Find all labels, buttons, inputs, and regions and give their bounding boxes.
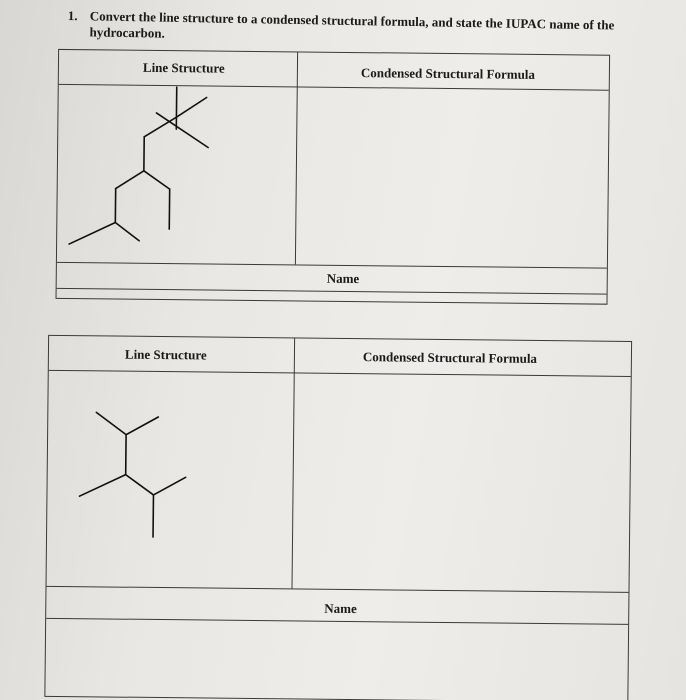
table-2-name-label: Name <box>324 600 357 617</box>
bond <box>153 477 185 495</box>
question-text: Convert the line structure to a condensed structural formula, and state the IUPAC name of the hydrocarbon. <box>89 8 615 41</box>
table-2-line-structure-drawing <box>47 336 298 589</box>
bond <box>115 223 139 241</box>
table-1-line-structure-header: Line Structure <box>142 59 225 76</box>
bond <box>79 474 125 496</box>
bond <box>126 417 158 435</box>
table-1-condensed-formula-header: Condensed Structural Formula <box>360 65 536 82</box>
bond <box>69 222 115 244</box>
bond <box>116 171 144 189</box>
bond <box>96 412 126 434</box>
table-2-condensed-formula-header: Condensed Structural Formula <box>362 349 538 366</box>
table-2 <box>44 335 632 700</box>
bond <box>156 113 208 148</box>
table-1-name-label: Name <box>326 270 360 287</box>
bond <box>144 171 170 189</box>
table-2-line-structure-header: Line Structure <box>124 346 207 363</box>
table-1-line-structure-drawing <box>57 50 299 265</box>
table-2-name-bottom-divider <box>46 618 628 625</box>
table-1 <box>56 49 611 305</box>
question-number: 1. <box>67 8 78 24</box>
bond <box>144 117 176 137</box>
bond <box>176 97 206 117</box>
table-1-name-top-divider <box>57 262 607 269</box>
table-2-name-top-divider <box>47 586 629 593</box>
bond <box>125 475 153 495</box>
table-1-name-bottom-divider <box>57 288 607 295</box>
